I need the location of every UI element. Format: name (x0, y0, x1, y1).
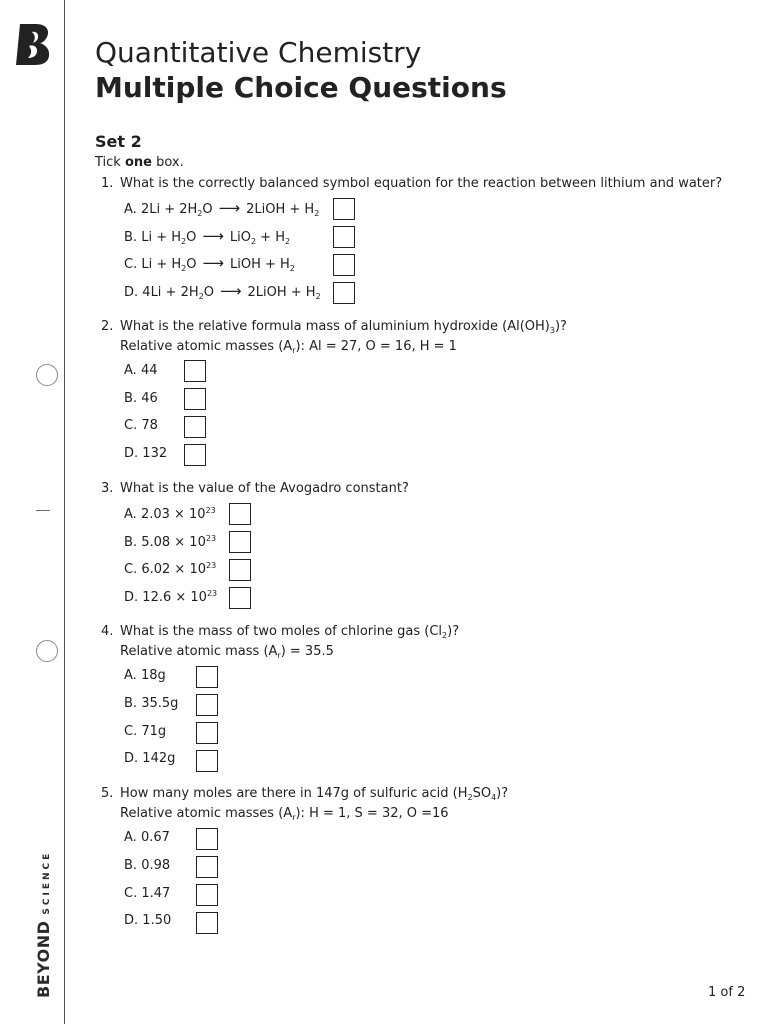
page-title-line1: Quantitative Chemistry (95, 36, 422, 69)
q3-checkbox-d[interactable] (229, 587, 251, 609)
q3-option-d: D. $12.6 \times 10^{23}$ (124, 589, 218, 605)
q5-option-a: A. 0.67 (124, 830, 170, 845)
q2-option-d: D. 132 (124, 446, 168, 461)
punch-hole-top (36, 364, 58, 386)
brand-word1: BEYOND (34, 920, 53, 998)
q2-option-c: C. 78 (124, 418, 158, 433)
question-4: 4. What is the mass of two moles of chlorine gas $(Cl_2)$? (101, 624, 460, 640)
q1-option-a: A. $2Li + 2H_2O$ ⟶ 2LiOH + $H_2$ (124, 199, 320, 218)
brand-vertical (34, 851, 53, 998)
page-title-line2: Multiple Choice Questions (95, 71, 507, 104)
q2-checkbox-c[interactable] (184, 416, 206, 438)
q5-option-b: B. 0.98 (124, 858, 171, 873)
q5-checkbox-c[interactable] (196, 884, 218, 906)
q3-option-b: B. $5.08 \times 10^{23}$ (124, 534, 217, 550)
question-1: 1. What is the correctly balanced symbol equation for the reaction between lithium and water? (101, 176, 723, 191)
q1-checkbox-d[interactable] (333, 282, 355, 304)
q2-option-a: A. 44 (124, 363, 158, 378)
q4-option-c: C. 71g (124, 724, 167, 739)
q3-checkbox-a[interactable] (229, 503, 251, 525)
q1-option-b: B. $Li + H_2O$ ⟶ $LiO_2 + H_2$ (124, 227, 291, 246)
punch-hole-bottom (36, 640, 58, 662)
q3-checkbox-b[interactable] (229, 531, 251, 553)
beyond-logo-icon (14, 22, 52, 66)
q4-option-b: B. 35.5g (124, 696, 179, 711)
q3-option-c: C. $6.02 \times 10^{23}$ (124, 561, 217, 577)
q1-checkbox-b[interactable] (333, 226, 355, 248)
question-2: 2. What is the relative formula mass of aluminium hydroxide $(Al(OH)_3)$? (101, 319, 567, 335)
q5-checkbox-d[interactable] (196, 912, 218, 934)
q1-option-d: D. $4Li + 2H_2O$ ⟶ 2LiOH + $H_2$ (124, 282, 321, 301)
q4-option-d: D. 142g (124, 751, 176, 766)
question-3: 3. What is the value of the Avogadro constant? (101, 481, 409, 496)
brand-word2: SCIENCE (42, 850, 52, 915)
q1-checkbox-a[interactable] (333, 198, 355, 220)
q4-checkbox-b[interactable] (196, 694, 218, 716)
q2-checkbox-d[interactable] (184, 444, 206, 466)
q4-option-a: A. 18g (124, 668, 166, 683)
q2-checkbox-b[interactable] (184, 388, 206, 410)
set-heading: Set 2 (95, 132, 142, 151)
q3-checkbox-c[interactable] (229, 559, 251, 581)
q1-checkbox-c[interactable] (333, 254, 355, 276)
q4-checkbox-d[interactable] (196, 750, 218, 772)
page-number: 1 of 2 (708, 985, 746, 1000)
question-4-data: Relative atomic mass $(A_r) = 35.5$ (120, 644, 334, 660)
q4-checkbox-c[interactable] (196, 722, 218, 744)
q5-checkbox-a[interactable] (196, 828, 218, 850)
q2-checkbox-a[interactable] (184, 360, 206, 382)
q5-checkbox-b[interactable] (196, 856, 218, 878)
reaction-arrow-icon: ⟶ (218, 199, 241, 217)
reaction-arrow-icon: ⟶ (202, 254, 224, 272)
q5-option-d: D. 1.50 (124, 913, 172, 928)
q4-checkbox-a[interactable] (196, 666, 218, 688)
margin-line (64, 0, 65, 1024)
question-5-data: Relative atomic masses $(A_r)$: H = 1, S = 32, O =16 (120, 806, 449, 822)
question-5: 5. How many moles are there in 147g of sulfuric acid $(H_2SO_4)$? (101, 786, 509, 802)
instruction: Tick one box. (95, 155, 184, 170)
reaction-arrow-icon: ⟶ (202, 227, 224, 245)
q3-option-a: A. $2.03 \times 10^{23}$ (124, 506, 216, 522)
fold-mark (36, 510, 50, 511)
reaction-arrow-icon: ⟶ (219, 282, 242, 300)
question-2-data: Relative atomic masses $(A_r)$: Al = 27, O = 16, H = 1 (120, 339, 457, 355)
q5-option-c: C. 1.47 (124, 886, 171, 901)
q1-option-c: C. $Li + H_2O$ ⟶ LiOH + $H_2$ (124, 254, 295, 273)
q2-option-b: B. 46 (124, 391, 158, 406)
